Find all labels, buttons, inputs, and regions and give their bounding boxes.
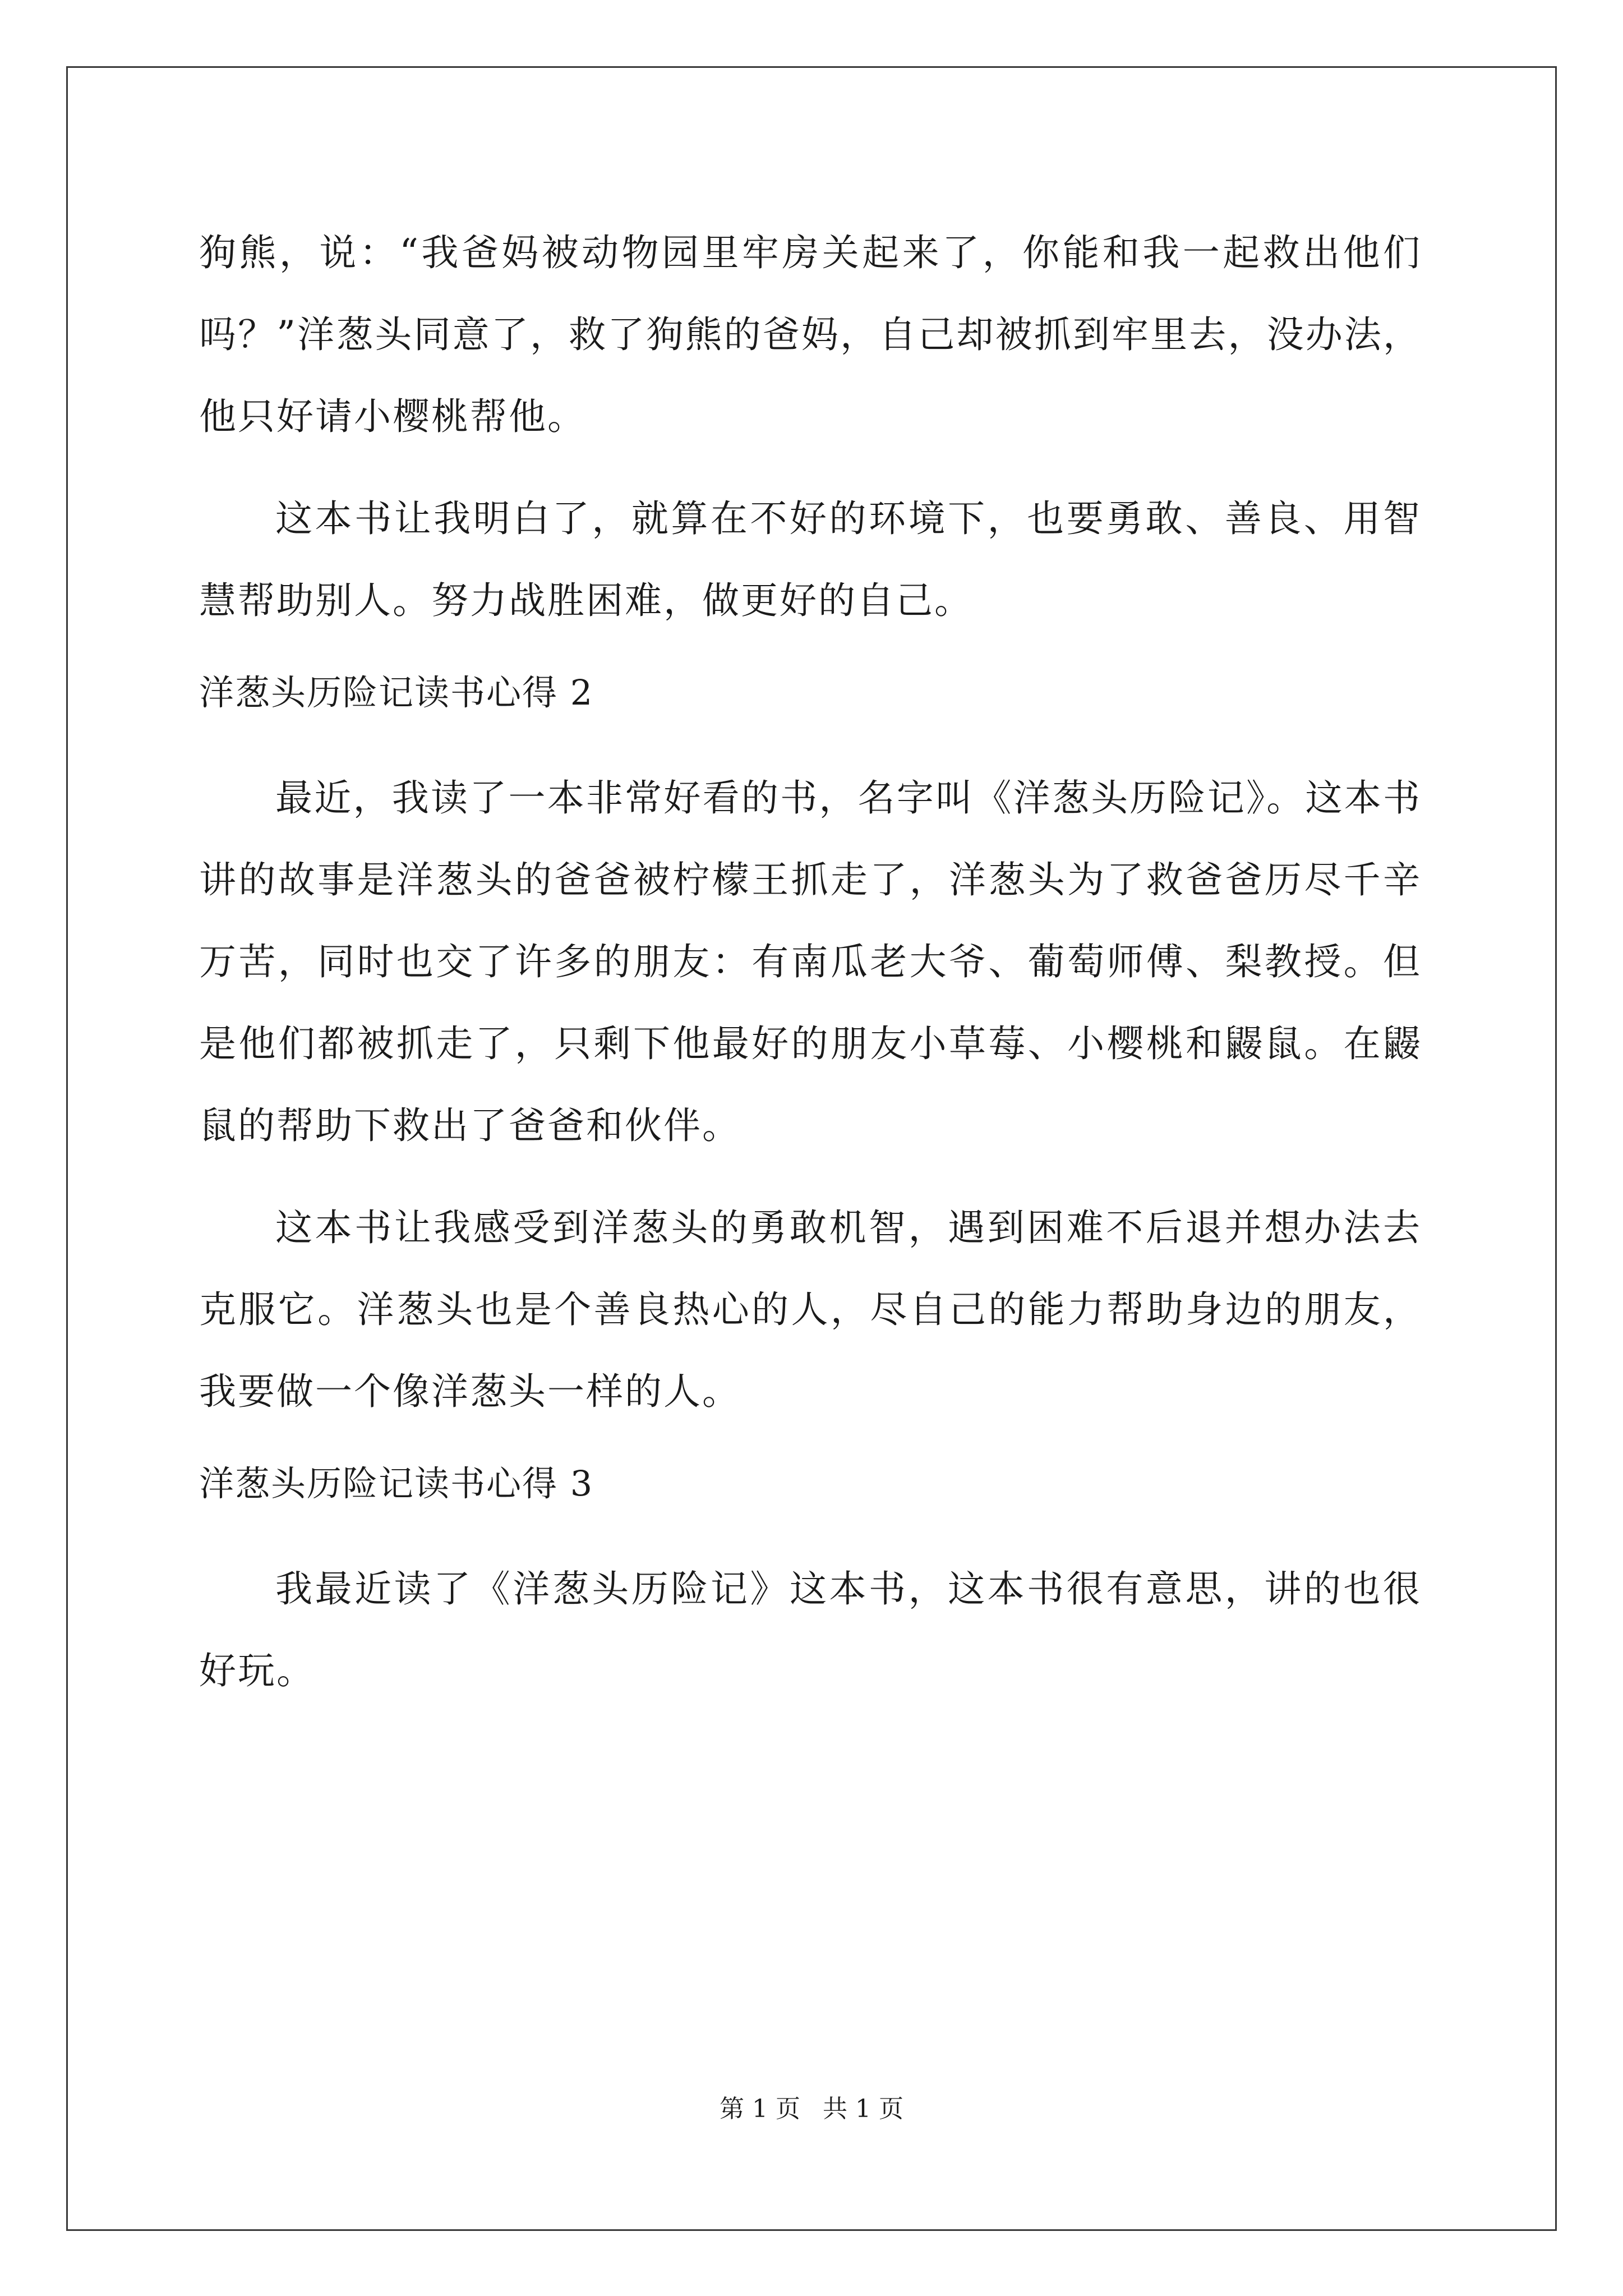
page-count: 共 1 页 <box>823 2095 903 2123</box>
paragraph: 这本书让我感受到洋葱头的勇敢机智，遇到困难不后退并想办法去克服它。洋葱头也是个善良热心的人，尽自己的能力帮助身边的朋友，我要做一个像洋葱头一样的人。 <box>199 1206 1422 1413</box>
paragraph: 最近，我读了一本非常好看的书，名字叫《洋葱头历险记》。这本书讲的故事是洋葱头的爸爸被柠檬王抓走了，洋葱头为了救爸爸历尽千辛万苦，同时也交了许多的朋友：有南瓜老大爷、葡萄师傅、梨教授。但是他们都被抓走了，只剩下他最好的朋友小草莓、小樱桃和鼹鼠。在鼹鼠的帮助下救出了爸爸和伙伴。 <box>199 776 1422 1147</box>
document-body <box>199 212 1422 1732</box>
section-heading: 洋葱头历险记读书心得 3 <box>199 1463 594 1504</box>
paragraph: 我最近读了《洋葱头历险记》这本书，这本书很有意思，讲的也很好玩。 <box>199 1567 1422 1692</box>
paragraph: 这本书让我明白了，就算在不好的环境下，也要勇敢、善良、用智慧帮助别人。努力战胜困难，做更好的自己。 <box>199 497 1422 622</box>
paragraph: 狗熊，说：“我爸妈被动物园里牢房关起来了，你能和我一起救出他们吗？”洋葱头同意了，救了狗熊的爸妈，自己却被抓到牢里去，没办法，他只好请小樱桃帮他。 <box>199 231 1422 438</box>
section-heading: 洋葱头历险记读书心得 2 <box>199 672 594 713</box>
page-footer <box>0 2092 1623 2126</box>
page-number: 第 1 页 <box>720 2095 800 2123</box>
